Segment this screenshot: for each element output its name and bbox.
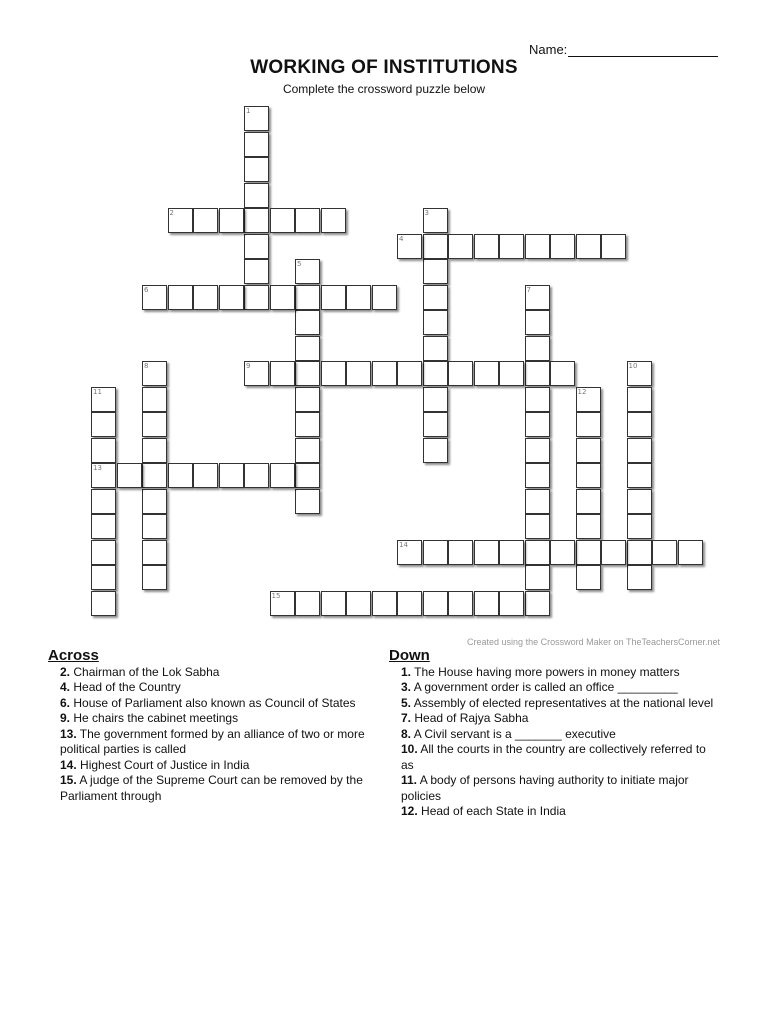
crossword-cell[interactable] xyxy=(244,463,269,488)
down-clue xyxy=(389,742,719,773)
crossword-cell[interactable] xyxy=(295,336,320,361)
across-clue xyxy=(48,773,368,804)
across-clue xyxy=(48,727,368,758)
crossword-cell[interactable] xyxy=(346,361,371,386)
crossword-cell[interactable] xyxy=(550,540,575,565)
credit-text: Created using the Crossword Maker on TheTeachersCorner.net xyxy=(467,637,720,647)
crossword-cell[interactable] xyxy=(270,361,295,386)
crossword-cell[interactable] xyxy=(168,463,193,488)
crossword-cell[interactable] xyxy=(448,361,473,386)
crossword-cell[interactable] xyxy=(627,387,652,412)
crossword-cell[interactable] xyxy=(576,463,601,488)
down-clue xyxy=(389,773,719,804)
page-subtitle: Complete the crossword puzzle below xyxy=(282,82,486,96)
crossword-cell[interactable] xyxy=(448,234,473,259)
crossword-cell[interactable] xyxy=(627,540,652,565)
crossword-cell[interactable] xyxy=(397,540,422,565)
crossword-cell[interactable] xyxy=(244,183,269,208)
clue-number: 9. xyxy=(60,711,71,725)
clue-number: 1. xyxy=(401,664,412,679)
cell-number: 3 xyxy=(424,209,429,217)
crossword-cell[interactable] xyxy=(423,285,448,310)
crossword-cell[interactable] xyxy=(627,412,652,437)
crossword-cell[interactable] xyxy=(627,463,652,488)
crossword-cell[interactable] xyxy=(321,208,346,233)
crossword-cell[interactable] xyxy=(627,361,652,386)
crossword-cell[interactable] xyxy=(525,387,550,412)
crossword-cell[interactable] xyxy=(219,463,244,488)
crossword-cell[interactable] xyxy=(321,361,346,386)
clue-text: A body of persons having authority to initiate major policies xyxy=(401,773,689,803)
crossword-cell[interactable] xyxy=(499,361,524,386)
crossword-cell[interactable] xyxy=(423,412,448,437)
crossword-cell[interactable] xyxy=(168,208,193,233)
crossword-cell[interactable] xyxy=(142,463,167,488)
crossword-cell[interactable] xyxy=(321,591,346,616)
crossword-cell[interactable] xyxy=(193,208,218,233)
clue-text: The government formed by an alliance of two or more political parties is called xyxy=(60,726,365,756)
across-heading: Across xyxy=(48,647,99,664)
crossword-cell[interactable] xyxy=(270,591,295,616)
crossword-cell[interactable] xyxy=(423,361,448,386)
down-clue xyxy=(389,804,719,820)
crossword-cell[interactable] xyxy=(525,514,550,539)
across-clue xyxy=(48,665,368,681)
crossword-cell[interactable] xyxy=(142,438,167,463)
down-clue xyxy=(389,696,719,712)
crossword-cell[interactable] xyxy=(142,565,167,590)
across-clue xyxy=(48,758,368,774)
cell-number: 11 xyxy=(93,387,102,396)
crossword-cell[interactable] xyxy=(525,463,550,488)
crossword-cell[interactable] xyxy=(627,438,652,463)
crossword-cell[interactable] xyxy=(576,234,601,259)
crossword-cell[interactable] xyxy=(601,234,626,259)
across-clues xyxy=(48,648,368,804)
cell-number: 6 xyxy=(144,285,149,294)
crossword-cell[interactable] xyxy=(525,310,550,335)
crossword-cell[interactable] xyxy=(525,234,550,259)
cell-number: 1 xyxy=(246,107,251,115)
crossword-cell[interactable] xyxy=(576,565,601,590)
down-clue xyxy=(389,665,719,681)
clue-text: Highest Court of Justice in India xyxy=(76,757,250,772)
crossword-cell[interactable] xyxy=(91,387,116,412)
crossword-cell[interactable] xyxy=(423,336,448,361)
clue-text: Head of the Country xyxy=(70,680,181,694)
clue-number: 13. xyxy=(60,726,77,741)
crossword-cell[interactable] xyxy=(601,540,626,565)
clue-text: Chairman of the Lok Sabha xyxy=(70,664,220,679)
crossword-cell[interactable] xyxy=(525,591,550,616)
clue-number: 3. xyxy=(401,680,412,694)
crossword-cell[interactable] xyxy=(117,463,142,488)
clue-text: A judge of the Supreme Court can be removed by the Parliament through xyxy=(60,773,363,803)
across-clue xyxy=(48,696,368,712)
down-clue xyxy=(389,680,719,696)
crossword-cell[interactable] xyxy=(525,412,550,437)
cell-number: 15 xyxy=(271,591,281,600)
cell-number: 9 xyxy=(246,362,251,370)
crossword-cell[interactable] xyxy=(244,132,269,157)
crossword-cell[interactable] xyxy=(244,106,269,131)
crossword-cell[interactable] xyxy=(142,412,167,437)
crossword-cell[interactable] xyxy=(678,540,703,565)
crossword-cell[interactable] xyxy=(372,361,397,386)
crossword-cell[interactable] xyxy=(244,208,269,233)
crossword-cell[interactable] xyxy=(142,489,167,514)
crossword-cell[interactable] xyxy=(142,285,167,310)
clue-number: 15. xyxy=(60,773,77,787)
crossword-cell[interactable] xyxy=(550,361,575,386)
crossword-cell[interactable] xyxy=(474,361,499,386)
crossword-cell[interactable] xyxy=(576,387,601,412)
clue-text: The House having more powers in money matters xyxy=(411,664,680,679)
crossword-cell[interactable] xyxy=(576,438,601,463)
crossword-cell[interactable] xyxy=(91,591,116,616)
clue-number: 5. xyxy=(401,695,412,710)
down-heading: Down xyxy=(389,647,430,664)
crossword-cell[interactable] xyxy=(423,234,448,259)
crossword-cell[interactable] xyxy=(295,285,320,310)
cell-number: 4 xyxy=(399,234,404,243)
crossword-cell[interactable] xyxy=(576,514,601,539)
clue-number: 7. xyxy=(401,711,412,725)
clue-text: A Civil servant is a _______ executive xyxy=(411,726,616,741)
crossword-cell[interactable] xyxy=(219,208,244,233)
cell-number: 8 xyxy=(144,362,149,370)
crossword-cell[interactable] xyxy=(525,438,550,463)
crossword-cell[interactable] xyxy=(219,285,244,310)
crossword-cell[interactable] xyxy=(397,234,422,259)
crossword-cell[interactable] xyxy=(474,540,499,565)
crossword-cell[interactable] xyxy=(525,285,550,310)
down-clues xyxy=(389,648,719,820)
crossword-cell[interactable] xyxy=(525,361,550,386)
crossword-cell[interactable] xyxy=(397,591,422,616)
crossword-cell[interactable] xyxy=(372,285,397,310)
clue-text: Assembly of elected representatives at the national level xyxy=(411,695,714,710)
clue-text: He chairs the cabinet meetings xyxy=(70,711,239,725)
crossword-cell[interactable] xyxy=(270,208,295,233)
crossword-cell[interactable] xyxy=(244,157,269,182)
crossword-cell[interactable] xyxy=(627,565,652,590)
clue-text: House of Parliament also known as Council of States xyxy=(70,695,356,710)
crossword-cell[interactable] xyxy=(372,591,397,616)
crossword-cell[interactable] xyxy=(346,285,371,310)
cell-number: 14 xyxy=(399,540,408,549)
page-title: WORKING OF INSTITUTIONS xyxy=(250,57,518,78)
crossword-cell[interactable] xyxy=(423,591,448,616)
clue-number: 6. xyxy=(60,695,71,710)
crossword-cell[interactable] xyxy=(193,463,218,488)
clue-number: 12. xyxy=(401,804,418,818)
clue-number: 11. xyxy=(401,773,418,787)
crossword-cell[interactable] xyxy=(499,234,524,259)
down-clue xyxy=(389,711,719,727)
crossword-cell[interactable] xyxy=(627,514,652,539)
clue-number: 10. xyxy=(401,742,418,756)
clue-number: 14. xyxy=(60,757,77,772)
crossword-cell[interactable] xyxy=(423,540,448,565)
crossword-cell[interactable] xyxy=(295,387,320,412)
crossword-cell[interactable] xyxy=(91,412,116,437)
crossword-cell[interactable] xyxy=(270,285,295,310)
crossword-cell[interactable] xyxy=(423,310,448,335)
crossword-cell[interactable] xyxy=(295,259,320,284)
crossword-cell[interactable] xyxy=(576,489,601,514)
cell-number: 7 xyxy=(526,285,531,294)
crossword-cell[interactable] xyxy=(91,565,116,590)
across-clue xyxy=(48,711,368,727)
crossword-cell[interactable] xyxy=(474,234,499,259)
name-label: Name: xyxy=(529,42,568,57)
crossword-cell[interactable] xyxy=(244,259,269,284)
crossword-cell[interactable] xyxy=(627,489,652,514)
crossword-cell[interactable] xyxy=(193,285,218,310)
crossword-cell[interactable] xyxy=(321,285,346,310)
crossword-cell[interactable] xyxy=(142,540,167,565)
crossword-cell[interactable] xyxy=(525,336,550,361)
crossword-cell[interactable] xyxy=(499,540,524,565)
crossword-cell[interactable] xyxy=(550,234,575,259)
crossword-cell[interactable] xyxy=(652,540,677,565)
crossword-cell[interactable] xyxy=(423,208,448,233)
crossword-cell[interactable] xyxy=(525,565,550,590)
cell-number: 5 xyxy=(297,260,302,268)
crossword-cell[interactable] xyxy=(525,540,550,565)
crossword-cell[interactable] xyxy=(397,361,422,386)
crossword-cell[interactable] xyxy=(448,540,473,565)
crossword-cell[interactable] xyxy=(295,489,320,514)
clue-number: 2. xyxy=(60,664,71,679)
cell-number: 2 xyxy=(169,209,174,217)
clue-text: Head of each State in India xyxy=(417,804,566,818)
crossword-cell[interactable] xyxy=(295,361,320,386)
crossword-cell[interactable] xyxy=(244,234,269,259)
crossword-cell[interactable] xyxy=(423,438,448,463)
crossword-cell[interactable] xyxy=(91,514,116,539)
crossword-cell[interactable] xyxy=(576,540,601,565)
clue-text: A government order is called an office _________ xyxy=(411,680,678,694)
crossword-cell[interactable] xyxy=(91,540,116,565)
crossword-cell[interactable] xyxy=(244,361,269,386)
crossword-cell[interactable] xyxy=(168,285,193,310)
cell-number: 10 xyxy=(628,362,638,370)
crossword-cell[interactable] xyxy=(295,412,320,437)
crossword-cell[interactable] xyxy=(576,412,601,437)
crossword-cell[interactable] xyxy=(423,387,448,412)
across-clue xyxy=(48,680,368,696)
crossword-cell[interactable] xyxy=(295,310,320,335)
crossword-cell[interactable] xyxy=(270,463,295,488)
clue-text: Head of Rajya Sabha xyxy=(411,711,529,725)
crossword-cell[interactable] xyxy=(346,591,371,616)
crossword-cell[interactable] xyxy=(525,489,550,514)
crossword-cell[interactable] xyxy=(499,591,524,616)
crossword-cell[interactable] xyxy=(295,591,320,616)
down-clue xyxy=(389,727,719,743)
crossword-cell[interactable] xyxy=(142,514,167,539)
clue-number: 4. xyxy=(60,680,71,694)
crossword-cell[interactable] xyxy=(423,259,448,284)
crossword-cell[interactable] xyxy=(295,463,320,488)
crossword-cell[interactable] xyxy=(448,591,473,616)
crossword-cell[interactable] xyxy=(295,438,320,463)
crossword-cell[interactable] xyxy=(474,591,499,616)
clue-text: All the courts in the country are collectively referred to as xyxy=(401,742,706,772)
cell-number: 13 xyxy=(93,464,102,472)
crossword-cell[interactable] xyxy=(91,463,116,488)
crossword-cell[interactable] xyxy=(91,489,116,514)
crossword-cell[interactable] xyxy=(142,361,167,386)
crossword-cell[interactable] xyxy=(244,285,269,310)
crossword-cell[interactable] xyxy=(91,438,116,463)
crossword-cell[interactable] xyxy=(142,387,167,412)
cell-number: 12 xyxy=(577,387,587,396)
clue-number: 8. xyxy=(401,726,412,741)
crossword-cell[interactable] xyxy=(295,208,320,233)
